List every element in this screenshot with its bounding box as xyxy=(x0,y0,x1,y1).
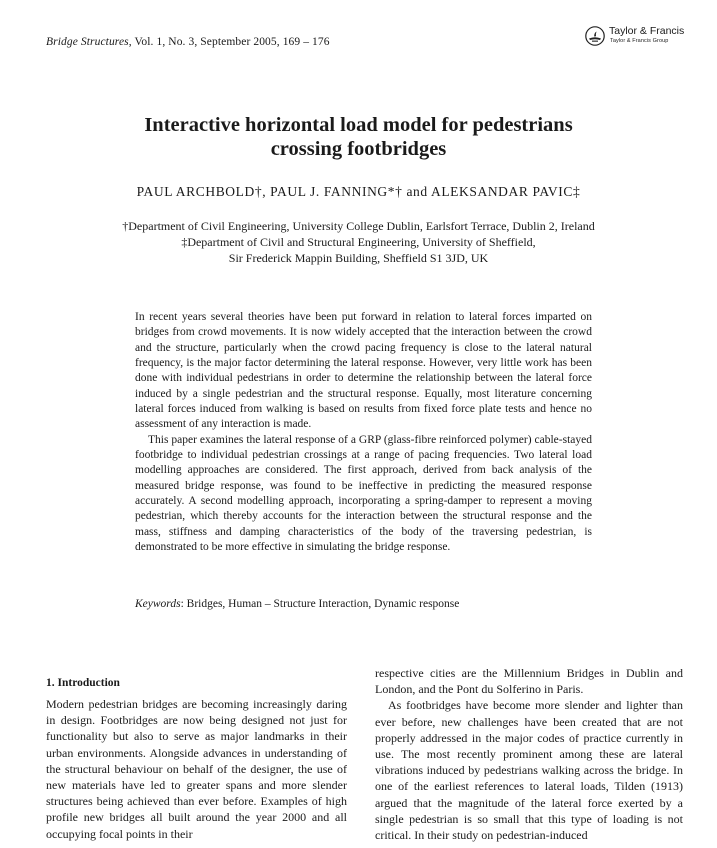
body-paragraph: As footbridges have become more slender and lighter than ever before, new challenges have been created that are not properly addressed in the major codes of practice currently in use. The most recently prominent among these are lateral vibrations induced by pedestrians walking across the bridge. In one of the earliest references to lateral loads, Tilden (1913) argued that the magnitude of the lateral force exerted by a single pedestrian is so small that this type of loading is not critical. In their study on pedestrian-induced xyxy=(375,698,683,843)
publisher-group: Taylor & Francis Group xyxy=(610,38,669,44)
journal-name: Bridge Structures xyxy=(46,36,129,48)
keywords xyxy=(135,598,595,610)
keywords-text: : Bridges, Human – Structure Interaction, Dynamic response xyxy=(180,598,460,610)
body-column-left xyxy=(46,696,347,842)
affiliation-line-1: †Department of Civil Engineering, University College Dublin, Earlsfort Terrace, Dublin 2, Ireland xyxy=(122,219,595,233)
taylor-francis-lamp-icon xyxy=(585,26,605,46)
journal-citation xyxy=(46,36,330,48)
affiliations xyxy=(0,218,717,266)
paper-title xyxy=(0,113,717,161)
body-paragraph: respective cities are the Millennium Bridges in Dublin and London, and the Pont du Solferino in Paris. xyxy=(375,666,683,697)
affiliation-line-2: ‡Department of Civil and Structural Engineering, University of Sheffield, xyxy=(181,235,536,249)
abstract-paragraph-1: In recent years several theories have been put forward in relation to lateral forces imparted on bridges from crowd movements. It is now widely accepted that the interaction between the crowd and the structure, particularly when the crowd pacing frequency is close to the lateral natural frequency, is the major factor determining the lateral response. However, very little work has been done with individual pedestrians in order to determine the relationship between the lateral force induced by a single pedestrian and the structural response. Equally, most literature concerning lateral forces induced from walking is based on results from fixed force plate tests and hence no assessment of any interaction is made. xyxy=(135,311,592,431)
publisher-logo xyxy=(585,24,695,48)
journal-volume-info: , Vol. 1, No. 3, September 2005, 169 – 176 xyxy=(128,36,330,48)
abstract-paragraph-2: This paper examines the lateral response of a GRP (glass-fibre reinforced polymer) cable-stayed footbridge to individual pedestrian crossings at a range of pacing frequencies. Two lateral load modelling approaches are considered. The first approach, derived from back analysis of the measured bridge response, was found to be ineffective in predicting the measured response accurately. A second modelling approach, incorporating a spring-damper to represent a moving pedestrian, which thereby accounts for the interaction between the structural response and the mass, stiffness and damping characteristics of the body of the traversing pedestrian, is demonstrated to be more effective in simulating the bridge response. xyxy=(135,433,592,554)
abstract xyxy=(135,310,592,556)
title-line-1: Interactive horizontal load model for pedestrians xyxy=(144,114,573,136)
keywords-label: Keywords xyxy=(135,598,181,610)
body-paragraph: Modern pedestrian bridges are becoming increasingly daring in design. Footbridges are now being designed not just for functionality but also to serve as major landmarks in their urban environments. Alongside advances in understanding of the structural behaviour on behalf of the designer, the use of new materials have led to greater spans and more slender structures being achieved than ever before. Examples of high profile new bridges all built around the year 2000 and all occupying focal points in their xyxy=(46,697,347,841)
body-column-right xyxy=(375,665,683,843)
affiliation-line-3: Sir Frederick Mappin Building, Sheffield S1 3JD, UK xyxy=(228,251,489,265)
section-heading-introduction: 1. Introduction xyxy=(46,677,120,689)
author-list: PAUL ARCHBOLD†, PAUL J. FANNING*† and ALEKSANDAR PAVIC‡ xyxy=(136,184,581,199)
title-line-2: crossing footbridges xyxy=(270,138,447,160)
publisher-name: Taylor & Francis xyxy=(609,25,685,37)
